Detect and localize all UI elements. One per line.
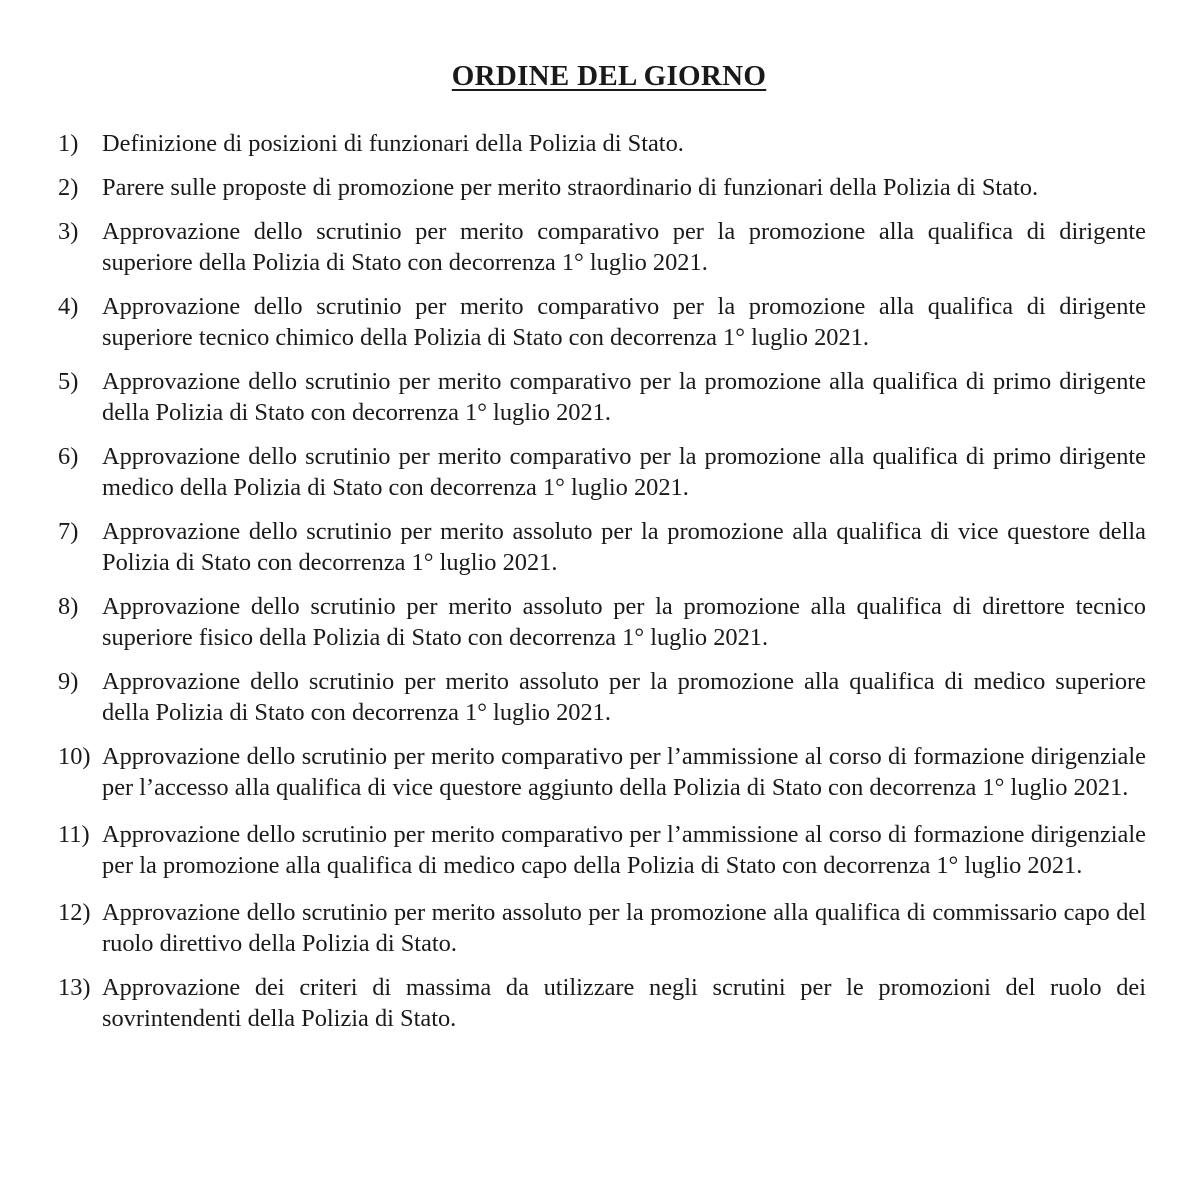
agenda-item-7 <box>58 516 1146 578</box>
agenda-item-number: 4) <box>58 293 79 320</box>
agenda-item-9 <box>58 666 1146 728</box>
agenda-item-text: Approvazione dello scrutinio per merito comparativo per la promozione alla qualifica di primo dirigente medico della Polizia di Stato con decorrenza 1° luglio 2021. <box>102 443 1146 501</box>
agenda-item-text: Approvazione dello scrutinio per merito assoluto per la promozione alla qualifica di direttore tecnico superiore fisico della Polizia di Stato con decorrenza 1° luglio 2021. <box>102 593 1146 651</box>
agenda-item-number: 9) <box>58 668 79 695</box>
agenda-item-3 <box>58 216 1146 278</box>
agenda-item-number: 3) <box>58 218 79 245</box>
agenda-item-text: Approvazione dello scrutinio per merito comparativo per l’ammissione al corso di formazione dirigenziale per la promozione alla qualifica di medico capo della Polizia di Stato con decorrenza 1° luglio 2021. <box>102 821 1146 879</box>
agenda-item-number: 1) <box>58 130 79 157</box>
agenda-item-text: Approvazione dello scrutinio per merito comparativo per la promozione alla qualifica di dirigente superiore della Polizia di Stato con decorrenza 1° luglio 2021. <box>102 218 1146 276</box>
agenda-item-number: 2) <box>58 174 79 201</box>
agenda-item-text: Approvazione dello scrutinio per merito assoluto per la promozione alla qualifica di medico superiore della Polizia di Stato con decorrenza 1° luglio 2021. <box>102 668 1146 726</box>
agenda-item-text: Approvazione dei criteri di massima da utilizzare negli scrutini per le promozioni del ruolo dei sovrintendenti della Polizia di Stato. <box>102 974 1146 1032</box>
agenda-item-number: 5) <box>58 368 79 395</box>
document-title: ORDINE DEL GIORNO <box>451 60 767 92</box>
agenda-item-number: 13) <box>58 974 91 1001</box>
agenda-item-10 <box>58 741 1146 803</box>
agenda-item-2 <box>58 172 1146 203</box>
agenda-item-13 <box>58 972 1146 1034</box>
agenda-item-number: 10) <box>58 743 91 770</box>
agenda-item-number: 8) <box>58 593 79 620</box>
agenda-item-1 <box>58 128 1146 159</box>
agenda-item-text: Approvazione dello scrutinio per merito comparativo per la promozione alla qualifica di primo dirigente della Polizia di Stato con decorrenza 1° luglio 2021. <box>102 368 1146 426</box>
agenda-item-number: 6) <box>58 443 79 470</box>
agenda-item-11 <box>58 819 1146 881</box>
agenda-item-text: Approvazione dello scrutinio per merito assoluto per la promozione alla qualifica di vice questore della Polizia di Stato con decorrenza 1° luglio 2021. <box>102 518 1146 576</box>
agenda-item-5 <box>58 366 1146 428</box>
agenda-item-8 <box>58 591 1146 653</box>
agenda-item-text: Approvazione dello scrutinio per merito assoluto per la promozione alla qualifica di commissario capo del ruolo direttivo della Polizia di Stato. <box>102 899 1146 957</box>
agenda-item-text: Definizione di posizioni di funzionari della Polizia di Stato. <box>102 130 684 157</box>
agenda-item-text: Approvazione dello scrutinio per merito comparativo per l’ammissione al corso di formazione dirigenziale per l’accesso alla qualifica di vice questore aggiunto della Polizia di Stato con decorrenza 1° luglio 2021. <box>102 743 1146 801</box>
agenda-item-number: 12) <box>58 899 91 926</box>
agenda-item-4 <box>58 291 1146 353</box>
agenda-item-number: 7) <box>58 518 79 545</box>
agenda-item-6 <box>58 441 1146 503</box>
agenda-item-text: Approvazione dello scrutinio per merito comparativo per la promozione alla qualifica di dirigente superiore tecnico chimico della Polizia di Stato con decorrenza 1° luglio 2021. <box>102 293 1146 351</box>
agenda-list <box>58 128 1146 1047</box>
agenda-item-12 <box>58 897 1146 959</box>
agenda-item-number: 11) <box>58 821 90 848</box>
agenda-item-text: Parere sulle proposte di promozione per merito straordinario di funzionari della Polizia di Stato. <box>102 174 1039 201</box>
